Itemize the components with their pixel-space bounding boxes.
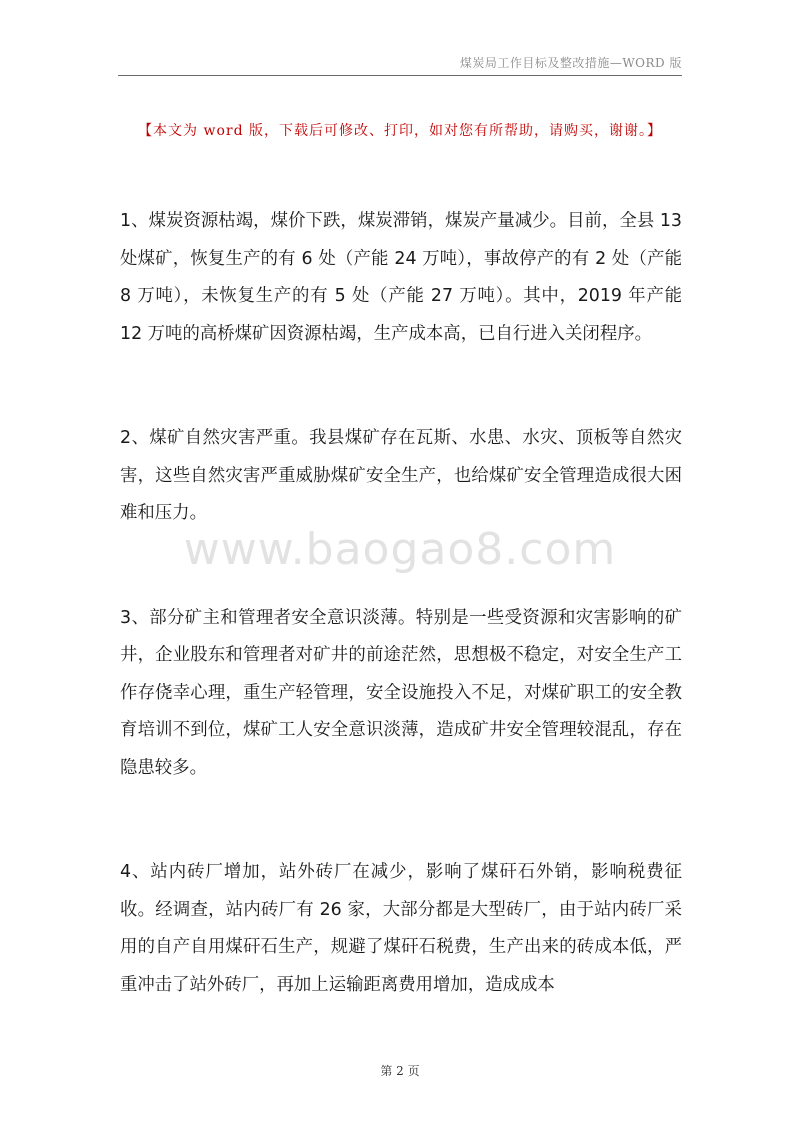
purchase-notice: 【本文为 word 版，下载后可修改、打印，如对您有所帮助，请购买，谢谢。】 [138, 123, 662, 139]
paragraph-1: 1、煤炭资源枯竭，煤价下跌，煤炭滞销，煤炭产量减少。目前，全县 13 处煤矿，恢复生产的有 6 处（产能 24 万吨），事故停产的有 2 处（产能 8 万吨），未恢复生产的有 5 处（产能 27 万吨）。其中，2019 年产能 12 万吨的高桥煤矿因资源枯竭，生产成本高，已自行进入关闭程序。 [120, 211, 682, 344]
paragraph-2: 2、煤矿自然灾害严重。我县煤矿存在瓦斯、水患、水灾、顶板等自然灾害，这些自然灾害严重威胁煤矿安全生产，也给煤矿安全管理造成很大困难和压力。 [120, 428, 682, 523]
document-body [120, 203, 682, 1071]
watermark: www.baogao8.com [183, 524, 617, 575]
header-title: 煤炭局工作目标及整改措施—WORD 版 [459, 56, 682, 70]
header-divider [118, 75, 682, 76]
paragraph-4: 4、站内砖厂增加，站外砖厂在减少，影响了煤矸石外销，影响税费征收。经调查，站内砖厂有 26 家，大部分都是大型砖厂，由于站内砖厂采用的自产自用煤矸石生产，规避了煤矸石税费，生产出来的砖成本低，严重冲击了站外砖厂，再加上运输距离费用增加，造成成本 [120, 862, 682, 995]
paragraph-3: 3、部分矿主和管理者安全意识淡薄。特别是一些受资源和灾害影响的矿井，企业股东和管理者对矿井的前途茫然，思想极不稳定，对安全生产工作存侥幸心理，重生产轻管理，安全设施投入不足，对煤矿职工的安全教育培训不到位，煤矿工人安全意识淡薄，造成矿井安全管理较混乱，存在隐患较多。 [120, 607, 682, 778]
page-number: 第 2 页 [380, 1064, 420, 1078]
